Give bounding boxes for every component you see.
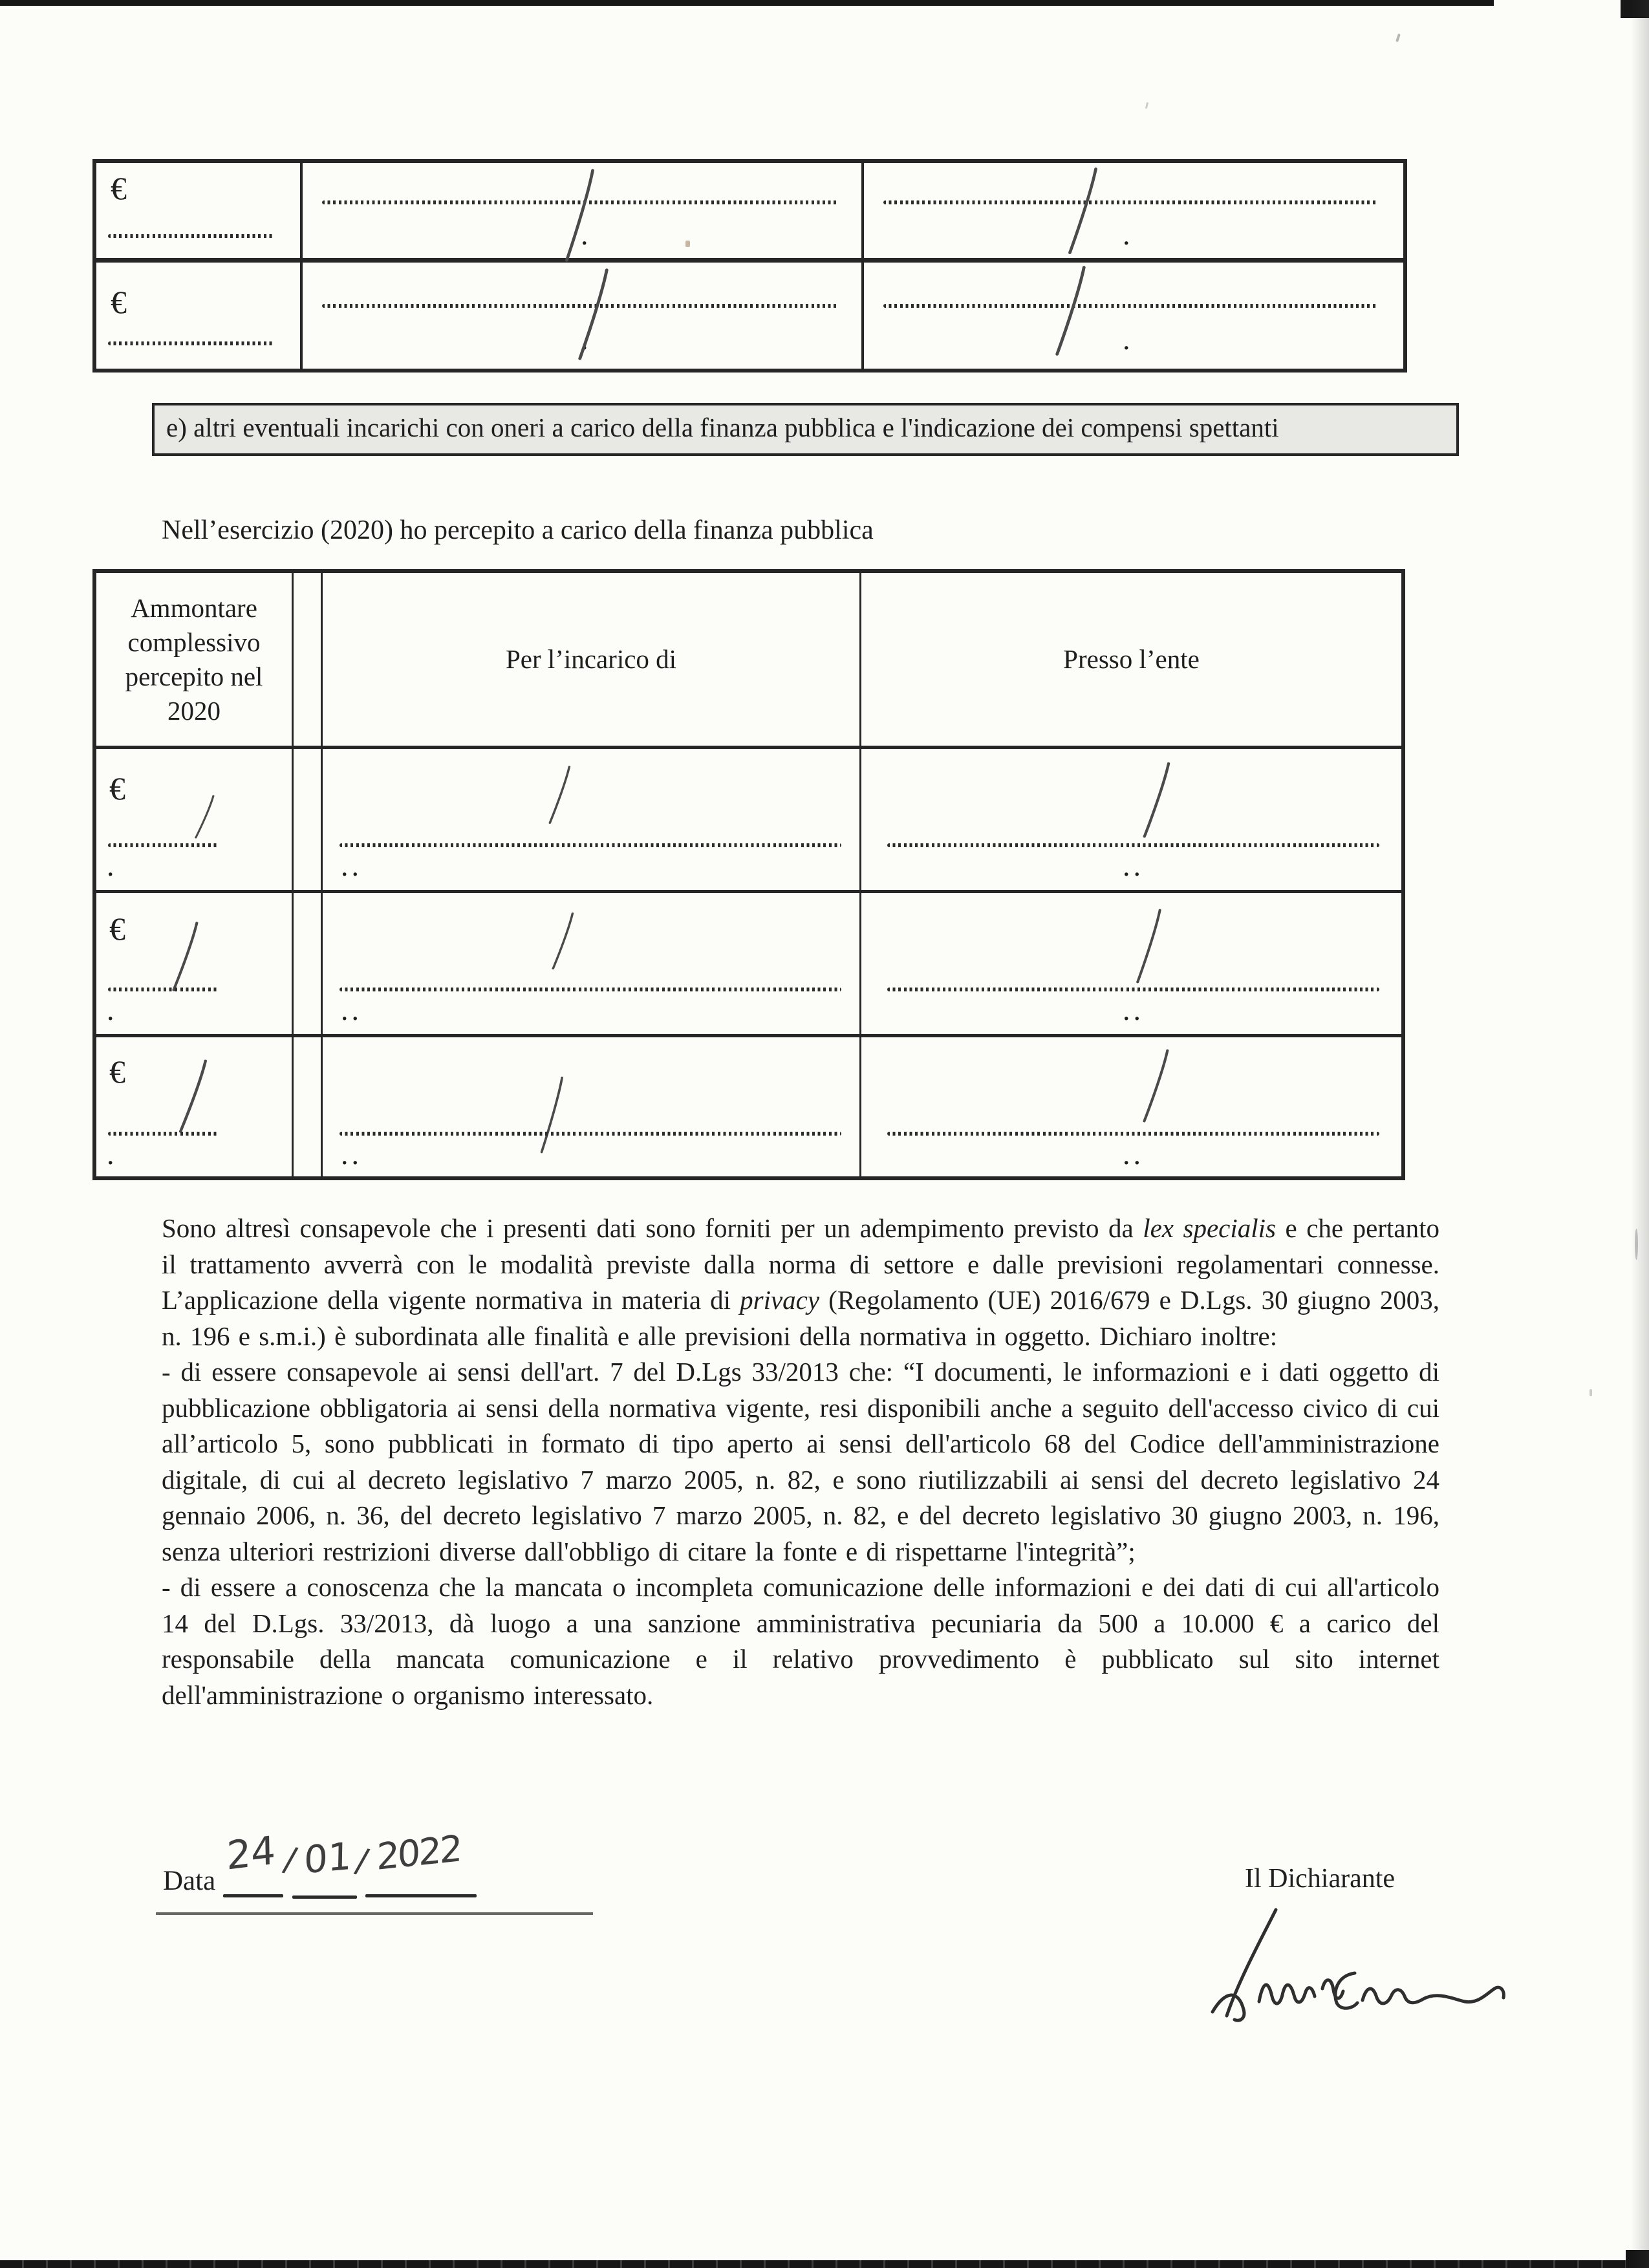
period-mark: .: [107, 993, 118, 1026]
table-cell-entity: [864, 263, 1403, 369]
handwritten-slash-mark: [1133, 907, 1164, 985]
handwritten-slash-mark: [192, 794, 217, 839]
handwritten-slash-mark: [1139, 1048, 1172, 1124]
declaration-bullet: - di essere consapevole ai sensi dell'art. 7 del D.Lgs 33/2013 che: “I documenti, le informazioni e i dati oggetto di pubblicazione obbligatoria ai sensi della normativa vigente, resi disponibili anche a seguito dell'accesso civico di cui all’articolo 5, sono pubblicati in formato di tipo aperto ai sensi dell'articolo 68 del Codice dell'amministrazione digitale, di cui al decreto legislativo 7 marzo 2005, n. 82, e sono riutilizzabili ai sensi del decreto legislativo 24 gennaio 2006, n. 36, del decreto legislativo 7 marzo 2005, n. 82, e del decreto legislativo 30 giugno 2003, n. 196, senza ulteriori restrizioni diverse dall'obbligo di citare la fonte e di rispettarne l'integrità”;: [162, 1357, 1439, 1566]
handwritten-slash-mark: [561, 167, 598, 264]
scan-speck: [1145, 102, 1148, 109]
handwritten-date-separator: /: [352, 1841, 372, 1882]
date-underline-month: [292, 1895, 357, 1899]
period-mark: .: [107, 849, 118, 882]
period-marks: ..: [341, 1138, 362, 1171]
dotted-fill-line: [108, 341, 274, 345]
table-cell-amount: [96, 893, 294, 1037]
dotted-fill-line: [883, 304, 1377, 308]
table-cell-entity: [861, 1037, 1401, 1176]
currency-symbol: €: [109, 911, 125, 947]
currency-symbol: €: [111, 284, 127, 320]
dotted-fill-line: [339, 1132, 841, 1136]
handwritten-slash-mark: [549, 911, 576, 971]
intro-line: Nell’esercizio (2020) ho percepito a carico della finanza pubblica: [162, 515, 874, 545]
scan-speck: [1590, 1389, 1592, 1396]
paragraph-text: e che pertanto il trattamento avverrà con le modalità previste dalla norma di settore e dalle previsioni regolamentari connesse. L’applicazione della vigente normativa in materia di: [162, 1213, 1439, 1315]
date-label: Data: [163, 1866, 216, 1896]
handwritten-slash-mark: [169, 920, 201, 993]
handwritten-slash-mark: [537, 1075, 566, 1155]
date-underline-year: [365, 1894, 477, 1897]
dotted-fill-line: [887, 1132, 1379, 1136]
period-mark: .: [581, 323, 592, 356]
blank-signature-line: [156, 1912, 593, 1915]
scan-edge-shade: [1631, 0, 1649, 2268]
signature-scribble: [1200, 1905, 1510, 2024]
period-marks: ..: [1123, 993, 1144, 1026]
top-amounts-table: [92, 159, 1407, 373]
scan-edge-top: [0, 0, 1494, 6]
paragraph-text: Sono altresì consapevole che i presenti dati sono forniti per un adempimento previsto da: [162, 1213, 1143, 1243]
period-mark: .: [1123, 218, 1134, 251]
handwritten-slash-mark: [1064, 166, 1101, 256]
table-cell-amount: [96, 749, 294, 893]
period-marks: ..: [341, 993, 362, 1026]
column-header-entity: Presso l’ente: [861, 573, 1401, 749]
date-underline-day: [223, 1894, 283, 1897]
declarant-label: Il Dichiarante: [1245, 1864, 1396, 1894]
handwritten-date-day: 24: [226, 1828, 276, 1879]
section-e-heading: [152, 403, 1459, 456]
table-cell-entity: [861, 749, 1401, 893]
handwritten-date-separator: /: [280, 1839, 300, 1881]
dotted-fill-line: [887, 988, 1379, 991]
table-cell-entity: [864, 163, 1403, 263]
table-cell-assignment: [323, 1037, 861, 1176]
dotted-fill-line: [108, 988, 219, 991]
period-mark: .: [1123, 323, 1134, 356]
latin-term: privacy: [740, 1285, 820, 1315]
column-header-amount: Ammontare complessivo percepito nel 2020: [96, 573, 294, 749]
spacer-column: [294, 749, 323, 893]
table-cell-amount: [96, 163, 303, 263]
table-cell-assignment: [323, 749, 861, 893]
currency-symbol: €: [111, 170, 127, 206]
signature-icon: [1200, 1905, 1510, 2024]
scan-speck: [1396, 34, 1401, 43]
paragraph-text: (Regolamento (UE) 2016/679 e D.Lgs. 30 giugno 2003, n. 196 e s.m.i.) è subordinata alle finalità e alle previsioni della normativa in oggetto. Dichiaro inoltre:: [162, 1285, 1439, 1351]
latin-term: lex specialis: [1143, 1213, 1276, 1243]
dotted-fill-line: [108, 234, 274, 238]
table-cell-amount: [96, 263, 303, 369]
dotted-fill-line: [883, 200, 1377, 204]
section-e-label: e) altri eventuali incarichi con oneri a carico della finanza pubblica e l'indicazione dei compensi spettanti: [166, 413, 1279, 442]
period-mark: .: [107, 1138, 118, 1171]
handwritten-slash-mark: [546, 764, 573, 825]
currency-symbol: €: [109, 770, 125, 806]
scan-edge-bottom: [0, 2260, 1649, 2268]
dotted-fill-line: [339, 843, 841, 847]
income-table: [92, 569, 1405, 1180]
handwritten-slash-mark: [1051, 264, 1089, 358]
dotted-fill-line: [339, 988, 841, 991]
handwritten-slash-mark: [175, 1058, 210, 1134]
dotted-fill-line: [108, 843, 219, 847]
declaration-paragraph: [162, 1211, 1439, 1354]
table-cell-assignment: [323, 893, 861, 1037]
column-header-assignment: Per l’incarico di: [323, 573, 861, 749]
table-cell-entity: [861, 893, 1401, 1037]
table-cell-amount: [96, 1037, 294, 1176]
declaration-bullet: - di essere a conoscenza che la mancata o incompleta comunicazione delle informazioni e dei dati di cui all'articolo 14 del D.Lgs. 33/2013, dà luogo a una sanzione amministrativa pecuniaria da 500 a 10.000 € a carico del responsabile della mancata comunicazione e il relativo provvedimento è pubblicato sul sito internet dell'amministrazione o organismo interessato.: [162, 1572, 1439, 1710]
spacer-column: [294, 1037, 323, 1176]
table-cell-assignment: [303, 263, 864, 369]
dotted-fill-line: [108, 1132, 219, 1136]
dotted-fill-line: [887, 843, 1379, 847]
handwritten-slash-mark: [1139, 761, 1173, 839]
table-cell-assignment: [303, 163, 864, 263]
scan-speck: [1635, 1229, 1638, 1260]
period-marks: ..: [1123, 1138, 1144, 1171]
handwritten-date-month: 01: [303, 1833, 352, 1883]
handwritten-date-year: 2022: [376, 1827, 461, 1879]
period-marks: ..: [341, 849, 362, 882]
period-mark: .: [581, 218, 592, 251]
handwritten-slash-mark: [574, 266, 612, 362]
privacy-declaration: [162, 1211, 1439, 1713]
period-marks: ..: [1123, 849, 1144, 882]
currency-symbol: €: [109, 1053, 125, 1090]
spacer-column: [294, 573, 323, 749]
spacer-column: [294, 893, 323, 1037]
